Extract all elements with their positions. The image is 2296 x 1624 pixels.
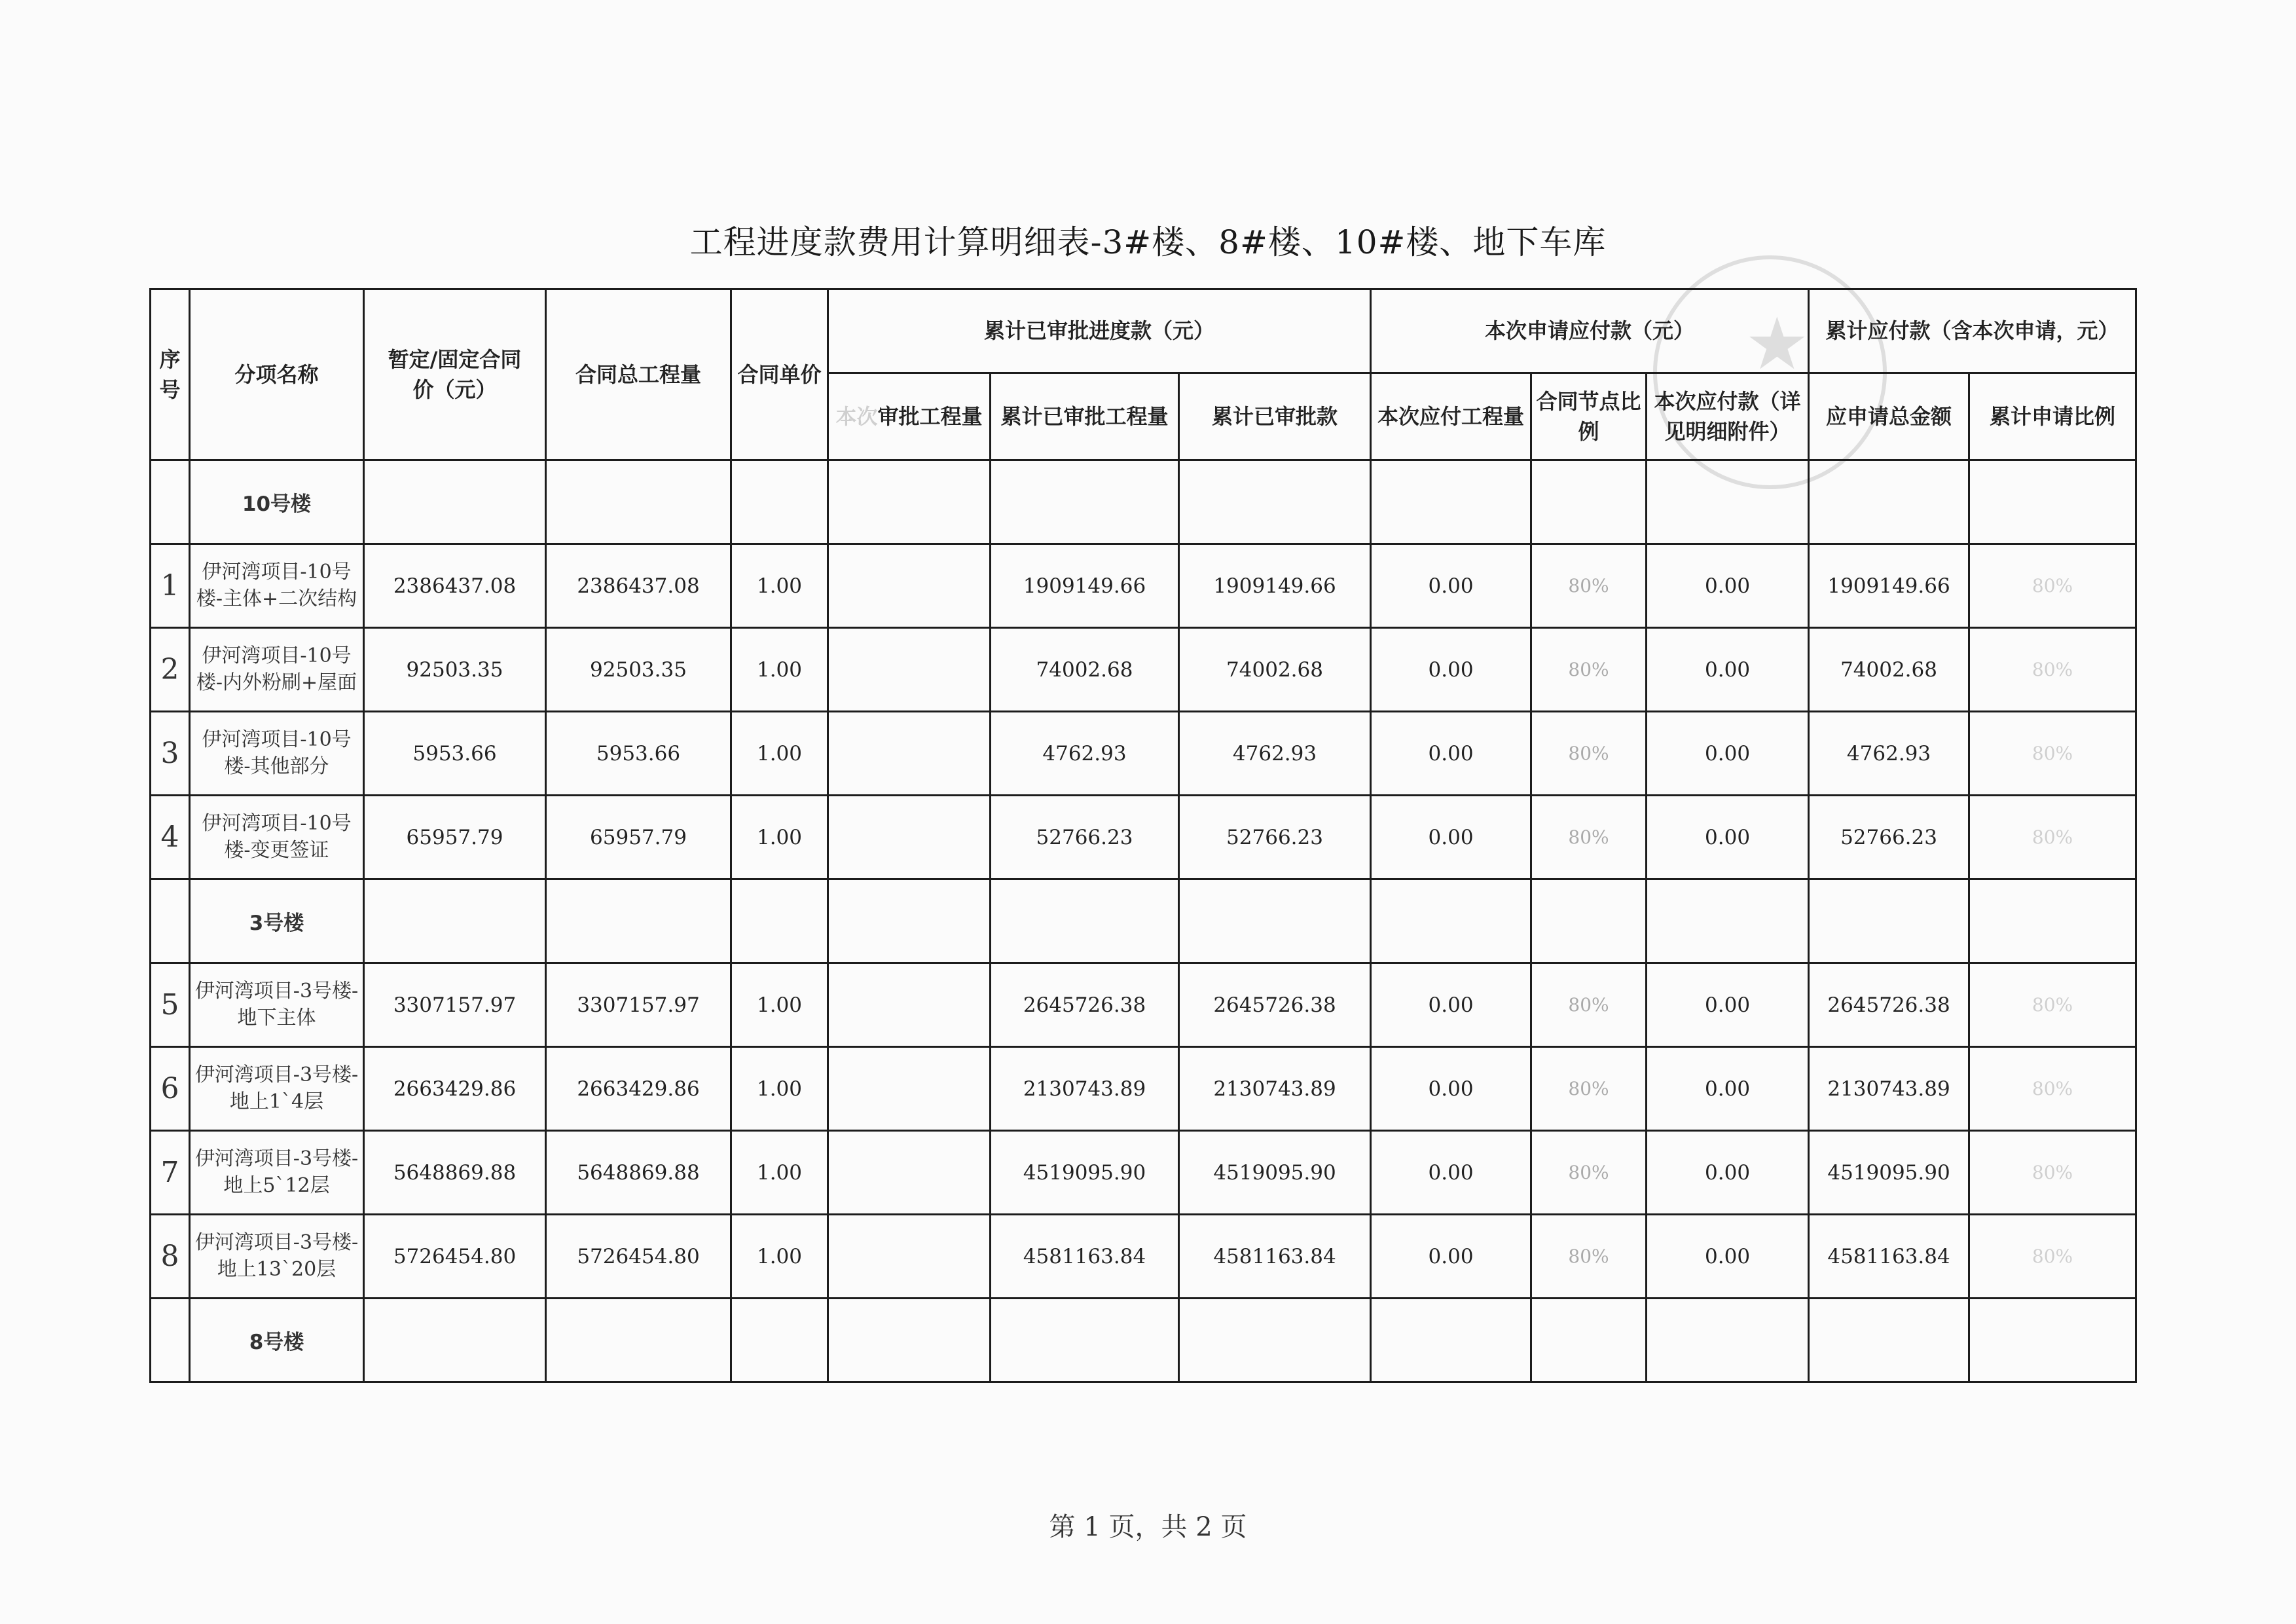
header-current-payable-qty: 本次应付工程量 [1371, 373, 1531, 460]
table-row: 7 伊河湾项目-3号楼-地上5`12层 5648869.88 5648869.88 1.00 4519095.90 4519095.90 0.00 80% 0.00 4519095.90 80% [151, 1131, 2136, 1215]
header-cum-approved-qty: 累计已审批工程量 [991, 373, 1179, 460]
table-row: 5 伊河湾项目-3号楼-地下主体 3307157.97 3307157.97 1.00 2645726.38 2645726.38 0.00 80% 0.00 2645726.38 80% [151, 963, 2136, 1047]
section-title: 10号楼 [190, 460, 364, 544]
page-footer: 第 1 页，共 2 页 [1049, 1512, 1247, 1542]
header-group-payable: 累计应付款（含本次申请，元） [1809, 289, 2136, 373]
progress-payment-table [149, 288, 2137, 1383]
header-node-ratio: 合同节点比例 [1531, 373, 1647, 460]
header-group-current: 本次申请应付款（元） [1371, 289, 1809, 373]
header-total-quantity: 合同总工程量 [546, 289, 731, 460]
header-total-amount: 应申请总金额 [1809, 373, 1969, 460]
header-name: 分项名称 [190, 289, 364, 460]
header-contract-price: 暂定/固定合同价（元） [364, 289, 546, 460]
table-row: 1 伊河湾项目-10号楼-主体+二次结构 2386437.08 2386437.08 1.00 1909149.66 1909149.66 0.00 80% 0.00 1909149.66 80% [151, 544, 2136, 628]
section-row [151, 460, 2136, 544]
page-title: 工程进度款费用计算明细表-3#楼、8#楼、10#楼、地下车库 [689, 223, 1607, 261]
header-cum-approved-amount: 累计已审批款 [1179, 373, 1371, 460]
table-row: 6 伊河湾项目-3号楼-地上1`4层 2663429.86 2663429.86 1.00 2130743.89 2130743.89 0.00 80% 0.00 2130743.89 80% [151, 1047, 2136, 1131]
header-cum-ratio: 累计申请比例 [1969, 373, 2136, 460]
table-body [151, 460, 2136, 1382]
header-current-approved-qty: 本次审批工程量 [828, 373, 991, 460]
section-title: 8号楼 [190, 1299, 364, 1382]
table-row: 2 伊河湾项目-10号楼-内外粉刷+屋面 92503.35 92503.35 1.00 74002.68 74002.68 0.00 80% 0.00 74002.68 80% [151, 628, 2136, 712]
header-group-approved: 累计已审批进度款（元） [828, 289, 1371, 373]
section-row [151, 879, 2136, 963]
table-row: 8 伊河湾项目-3号楼-地上13`20层 5726454.80 5726454.80 1.00 4581163.84 4581163.84 0.00 80% 0.00 4581163.84 80% [151, 1215, 2136, 1299]
header-prefix-faded: 本次 [835, 403, 878, 429]
table-row: 3 伊河湾项目-10号楼-其他部分 5953.66 5953.66 1.00 4762.93 4762.93 0.00 80% 0.00 4762.93 80% [151, 712, 2136, 796]
table-row: 4 伊河湾项目-10号楼-变更签证 65957.79 65957.79 1.00 52766.23 52766.23 0.00 80% 0.00 52766.23 80% [151, 796, 2136, 879]
section-row [151, 1299, 2136, 1382]
header-unit-price: 合同单价 [731, 289, 828, 460]
header-seq: 序号 [151, 289, 190, 460]
seal-star-icon: ★ [1745, 302, 1810, 386]
header-current-payable-amount: 本次应付款（详见明细附件） [1647, 373, 1809, 460]
section-title: 3号楼 [190, 879, 364, 963]
